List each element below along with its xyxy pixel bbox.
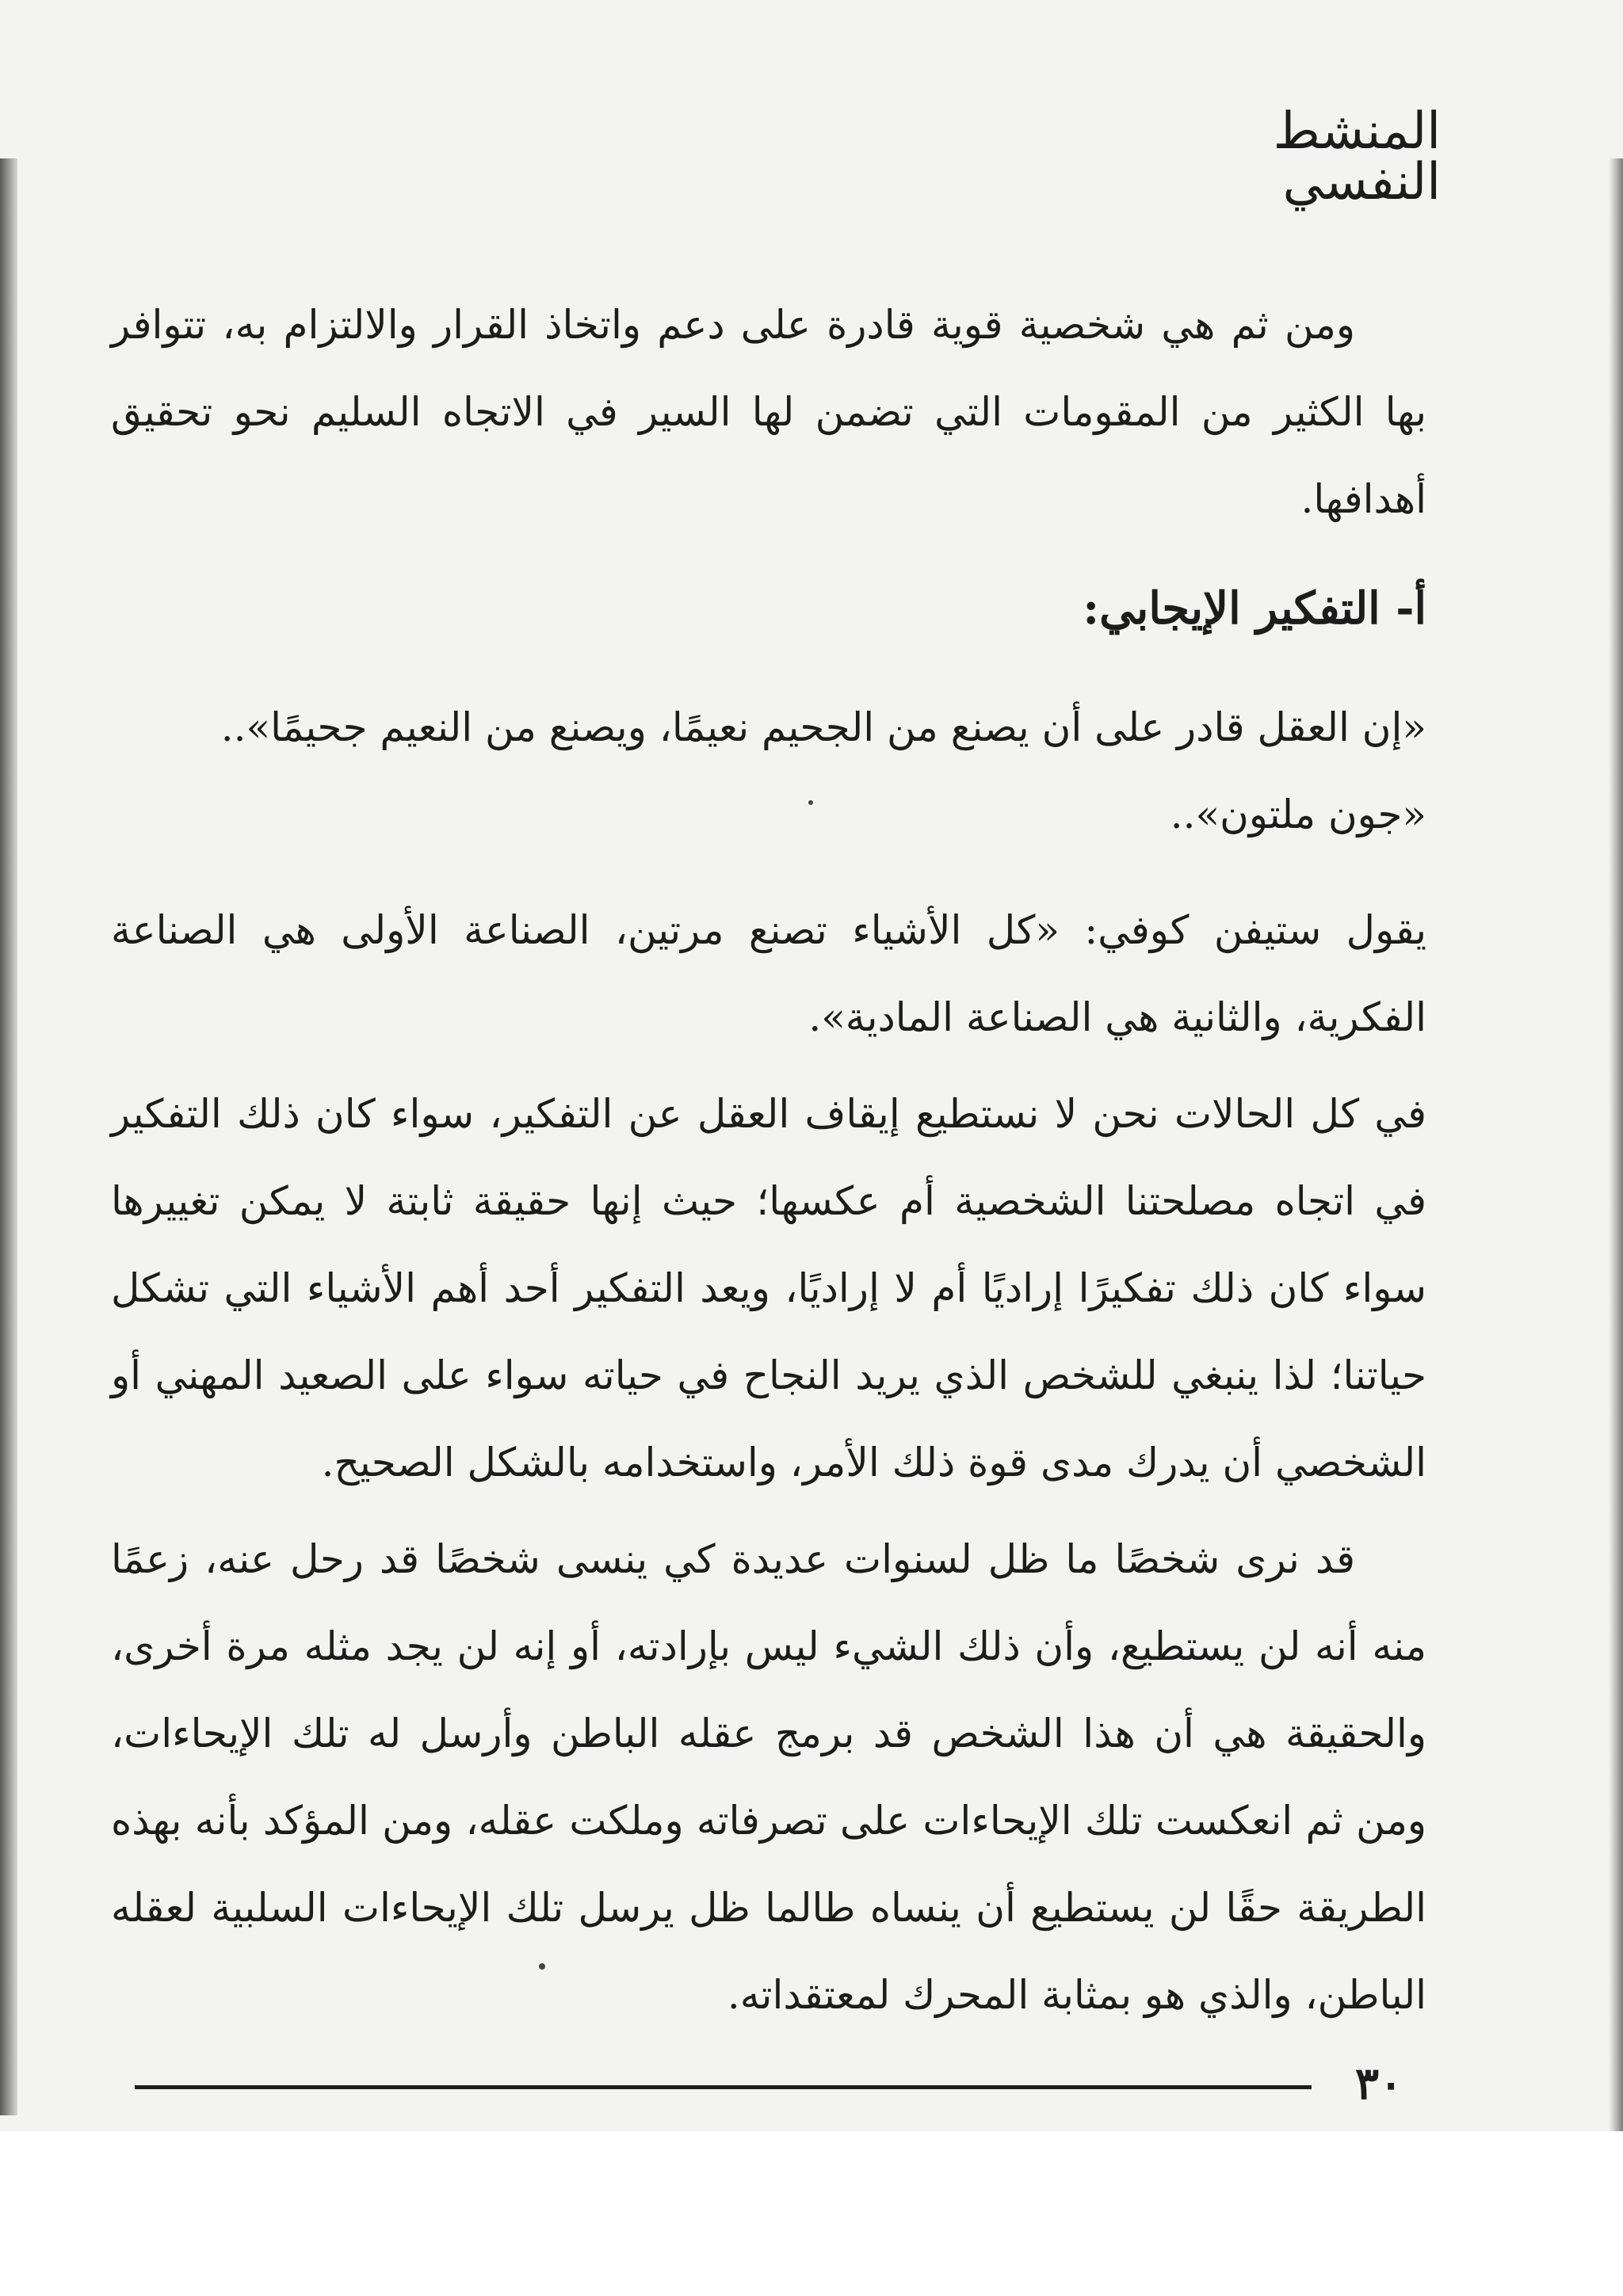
running-header xyxy=(1266,102,1441,212)
running-header-text: المنشط النفسي xyxy=(1273,102,1441,212)
quote-text: «إن العقل قادر على أن يصنع من الجحيم نعيمًا، ويصنع من النعيم جحيمًا».. xyxy=(220,704,1426,750)
paragraph-4: قد نرى شخصًا ما ظل لسنوات عديدة كي ينسى شخصًا قد رحل عنه، زعمًا منه أنه لن يستطيع، وأن ذلك الشيء ليس بإرادته، أو إنه لن يجد مثله مرة أخرى، والحقيقة هي أن هذا الشخص قد برمج عقله الباطن وأرسل له تلك الإيحاءات، ومن ثم انعكست تلك الإيحاءات على تصرفاته وملكت عقله، ومن المؤكد بأنه بهذه الطريقة حقًا لن يستطيع أن ينساه طالما ظل يرسل تلك الإيحاءات السلبية لعقله الباطن، والذي هو بمثابة المحرك لمعتقداته. xyxy=(111,1536,1426,2018)
paragraph-1: ومن ثم هي شخصية قوية قادرة على دعم واتخاذ القرار والالتزام به، تتوافر بها الكثير من المقومات التي تضمن لها السير في الاتجاه السليم نحو تحقيق أهدافها. xyxy=(111,302,1426,522)
paragraph-2: يقول ستيفن كوفي: «كل الأشياء تصنع مرتين، الصناعة الأولى هي الصناعة الفكرية، والثانية هي الصناعة المادية». xyxy=(111,907,1426,1040)
quote-author: «جون ملتون».. xyxy=(1170,791,1426,837)
page-right-edge-shadow xyxy=(1609,158,1623,2131)
section-heading: أ- التفكير الإيجابي: xyxy=(1083,582,1426,635)
scan-speck xyxy=(808,800,813,805)
footer-rule xyxy=(135,2085,1312,2089)
paragraph-3: في كل الحالات نحن لا نستطيع إيقاف العقل عن التفكير، سواء كان ذلك التفكير في اتجاه مصلحتنا الشخصية أم عكسها؛ حيث إنها حقيقة ثابتة لا يمكن تغييرها سواء كان ذلك تفكيرًا إراديًا أم لا إراديًا، ويعد التفكير أحد أهم الأشياء التي تشكل حياتنا؛ لذا ينبغي للشخص الذي يريد النجاح في حياته سواء على الصعيد المهني أو الشخصي أن يدرك مدى قوة ذلك الأمر، واستخدامه بالشكل الصحيح. xyxy=(111,1091,1426,1486)
page-left-edge-shadow xyxy=(0,158,17,2115)
page-body xyxy=(111,281,1426,2048)
page-number: ٣٠ xyxy=(1355,2058,1403,2110)
scan-speck xyxy=(539,1963,545,1970)
